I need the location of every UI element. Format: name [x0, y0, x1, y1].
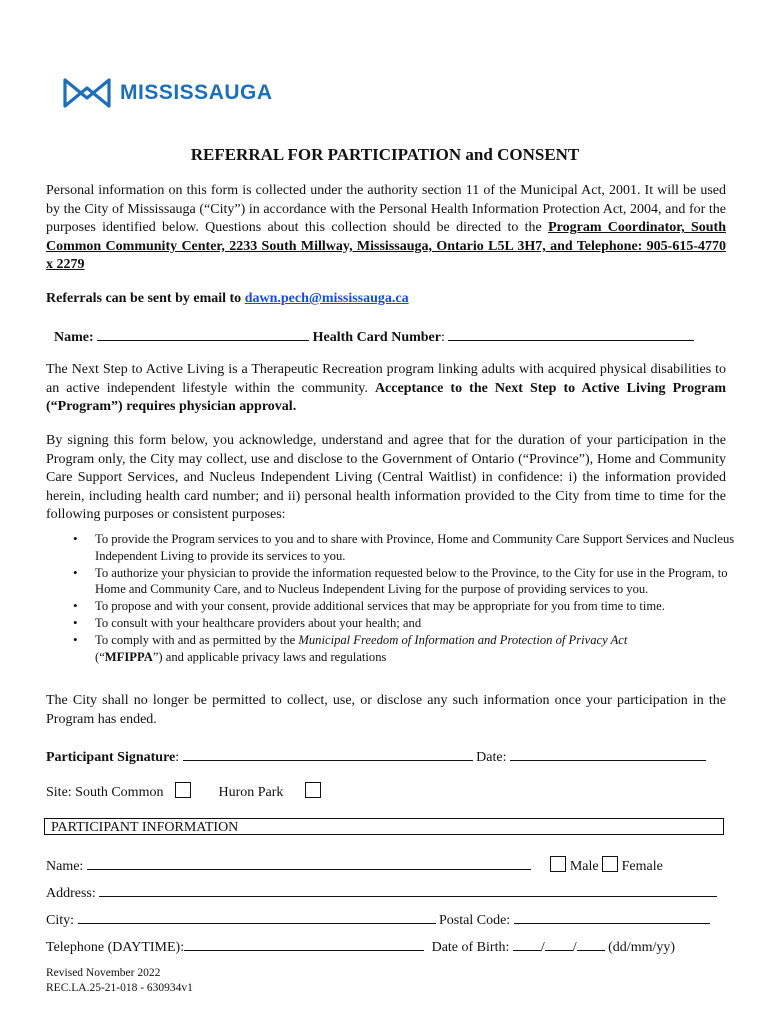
- revised-date: Revised November 2022: [46, 967, 161, 979]
- city-input-line[interactable]: [78, 909, 436, 924]
- footer: [46, 966, 193, 996]
- signature-label: Participant Signature: [46, 750, 176, 765]
- date-label: Date:: [476, 750, 507, 765]
- huron-park-label: Huron Park: [218, 785, 284, 800]
- site-label: Site: South Common: [46, 785, 164, 800]
- participant-name-input-line[interactable]: [87, 855, 531, 870]
- mississauga-logo-icon: [62, 76, 112, 110]
- list-item: • To provide the Program services to you and to share with Province, Home and Community Care Support Services and Nucleus Independent Living to provide its services to you.: [46, 531, 736, 565]
- b5-pre: To comply with and as permitted by the: [95, 632, 299, 647]
- postal-code-input-line[interactable]: [514, 909, 710, 924]
- date-input-line[interactable]: [510, 746, 706, 761]
- participant-name-row: [46, 855, 663, 875]
- health-card-label: Health Card Number: [312, 330, 441, 345]
- referral-line: [46, 291, 409, 307]
- intro-text: Personal information on this form is collected under the authority section 11 of the Municipal Act, 2001. It will be used by the City of Mississauga (“City”) in accordance with the Personal Health Information Protection Act, 2004, and for the purposes identified below. Questions about this collection should be directed to the: [46, 183, 726, 236]
- b5-mid: (“: [95, 649, 105, 664]
- dob-year-line[interactable]: [577, 936, 605, 951]
- name-label: Name:: [54, 330, 94, 345]
- address-label: Address:: [46, 886, 96, 901]
- dob-format-hint: (dd/mm/yy): [608, 940, 676, 955]
- list-item: • To propose and with your consent, provide additional services that may be appropriate for you from time to time.: [46, 598, 736, 615]
- mfippa-abbrev: MFIPPA: [104, 649, 153, 664]
- address-row: [46, 882, 717, 902]
- signature-row: Participant Signature: Date:: [46, 746, 706, 766]
- name-input-line[interactable]: [97, 326, 309, 341]
- participant-info-heading: PARTICIPANT INFORMATION: [44, 818, 724, 835]
- program-paragraph: [46, 361, 726, 417]
- form-title: REFERRAL FOR PARTICIPATION and CONSENT: [190, 145, 580, 164]
- b5-post: ”) and applicable privacy laws and regulations: [152, 649, 387, 664]
- referral-label: Referrals can be sent by email to: [46, 291, 245, 306]
- phone-input-line[interactable]: [184, 936, 424, 951]
- city-label: City:: [46, 913, 75, 928]
- intro-paragraph: [46, 182, 726, 275]
- female-checkbox[interactable]: [602, 856, 618, 872]
- city-row: [46, 909, 710, 929]
- phone-row: Telephone (DAYTIME): Date of Birth: / / (dd/mm/yy): [46, 936, 675, 956]
- referral-email-link[interactable]: dawn.pech@mississauga.ca: [244, 291, 409, 306]
- logo-text: MISSISSAUGA: [120, 81, 273, 104]
- mfippa-act-name: Municipal Freedom of Information and Protection of Privacy Act: [298, 632, 628, 647]
- site-row: [46, 782, 321, 801]
- signature-input-line[interactable]: [183, 746, 473, 761]
- top-fields-row: Name: Health Card Number:: [54, 326, 694, 346]
- male-label: Male: [569, 859, 599, 874]
- document-code: REC.LA.25-21-018 - 630934v1: [46, 982, 193, 994]
- dob-month-line[interactable]: [545, 936, 573, 951]
- contact-info: Program Coordinator, South Common Community Center, 2233 South Millway, Mississauga, Ontario L5L 3H7, and Telephone: 905-615-4770 x 2279: [46, 220, 726, 273]
- huron-park-checkbox[interactable]: [305, 782, 321, 798]
- consent-paragraph: By signing this form below, you acknowledge, understand and agree that for the duration of your participation in the Program only, the City may collect, use and disclose to the Government of Ontario (“Province”), Home and Community Care Support Services, and Nucleus Independent Living (Central Waitlist) in confidence: i) the information provided herein, including health card number; and ii) personal health information provided to the City from time to time for the following purposes or consistent purposes:: [46, 433, 726, 523]
- dob-label: Date of Birth:: [431, 940, 510, 955]
- health-card-input-line[interactable]: [448, 326, 694, 341]
- phone-label: Telephone (DAYTIME):: [46, 940, 185, 955]
- list-item: • To consult with your healthcare providers about your health; and: [46, 615, 736, 632]
- postal-code-label: Postal Code:: [439, 913, 511, 928]
- program-approval-note: Acceptance to the Next Step to Active Living Program (“Program”) requires physician approval.: [46, 380, 726, 415]
- participant-name-label: Name:: [46, 859, 84, 874]
- purposes-list: [46, 531, 736, 665]
- address-input-line[interactable]: [99, 882, 717, 897]
- list-item: [46, 632, 736, 666]
- male-checkbox[interactable]: [550, 856, 566, 872]
- closing-paragraph: The City shall no longer be permitted to collect, use, or disclose any such information once your participation in the Program has ended.: [46, 693, 726, 727]
- city-logo: [62, 76, 273, 110]
- dob-day-line[interactable]: [513, 936, 541, 951]
- female-label: Female: [621, 859, 663, 874]
- south-common-checkbox[interactable]: [175, 782, 191, 798]
- list-item: • To authorize your physician to provide the information requested below to the Province, to the City for use in the Program, to Home and Community Care, and to Nucleus Independent Living for the purpose of providing services to you.: [46, 565, 736, 599]
- program-text: The Next Step to Active Living is a Therapeutic Recreation program linking adults with acquired physical disabilities to an active independent lifestyle within the community.: [46, 362, 726, 396]
